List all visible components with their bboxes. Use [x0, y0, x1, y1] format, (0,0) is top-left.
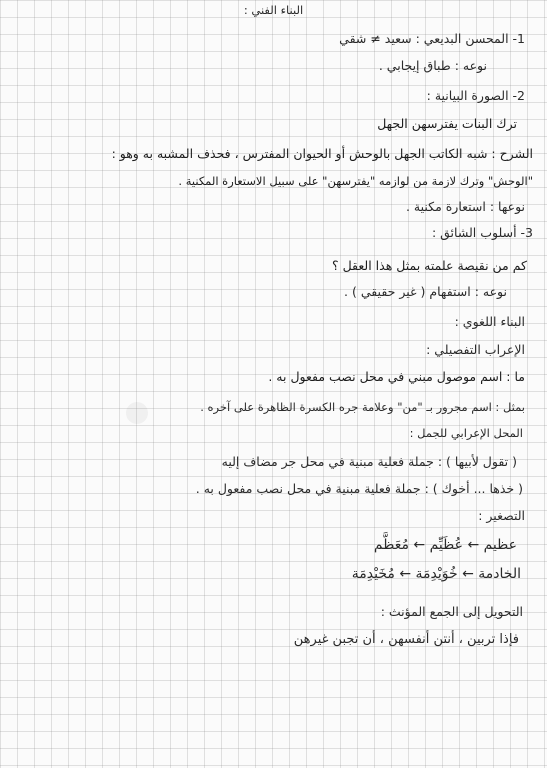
line-metaphor-sentence: ترك البنات يفترسهن الجهل — [377, 116, 517, 131]
line-metaphor-type: نوعها : استعارة مكنية . — [405, 199, 525, 214]
heading-linguistic-structure: البناء اللغوي : — [454, 314, 525, 329]
line-diminutive-2: الخادمة ← خُوَيْدِمَة ← مُخَيْدِمَة — [351, 566, 521, 582]
line-antithesis-type: نوعه : طباق إيجابي . — [378, 58, 487, 73]
line-feminine-plural: فإذا تربين ، أنتن أنفسهن ، أن تجبن غيرهن — [293, 632, 519, 647]
heading-artistic-structure: البناء الفني : — [243, 3, 304, 17]
line-explanation-continued: "الوحش" وترك لازمة من لوازمه "يفترسهن" على سبيل الاستعارة المكنية . — [178, 174, 533, 188]
heading-detailed-parsing: الإعراب التفصيلي : — [426, 342, 525, 357]
heading-sentence-positions: المحل الإعرابي للجمل : — [409, 426, 523, 440]
line-parsing-ma: ما : اسم موصول مبني في محل نصب مفعول به . — [268, 369, 525, 384]
line-explanation: الشرح : شبه الكاتب الجهل بالوحش أو الحيوان المفترس ، فحذف المشبه به وهو : — [111, 146, 533, 161]
line-question-type: نوعه : استفهام ( غير حقيقي ) . — [344, 284, 507, 299]
line-style-heading: 3- أسلوب الشائق : — [431, 225, 533, 240]
line-sentence-position-1: ( تقول لأبيها ) : جملة فعلية مبنية في محل جر مضاف إليه — [221, 454, 517, 469]
heading-feminine-plural: التحويل إلى الجمع المؤنث : — [380, 604, 523, 619]
ink-smudge — [126, 402, 148, 424]
line-question-sentence: كم من نقيصة علمته بمثل هذا العقل ؟ — [331, 258, 527, 273]
line-diminutive-1: عظيم ← عُظَيِّم ← مُعَظَّم — [373, 537, 517, 553]
line-figure-of-speech: 2- الصورة البيانية : — [426, 88, 525, 103]
line-rhetorical-device: 1- المحسن البديعي : سعيد ≠ شقي — [339, 31, 525, 46]
line-parsing-mithl: بمثل : اسم مجرور بـ "من" وعلامة جره الكسرة الظاهرة على آخره . — [200, 400, 525, 414]
heading-diminutive: التصغير : — [478, 508, 525, 523]
line-sentence-position-2: ( خذها ... أخوك ) : جملة فعلية مبنية في محل نصب مفعول به . — [195, 481, 523, 496]
